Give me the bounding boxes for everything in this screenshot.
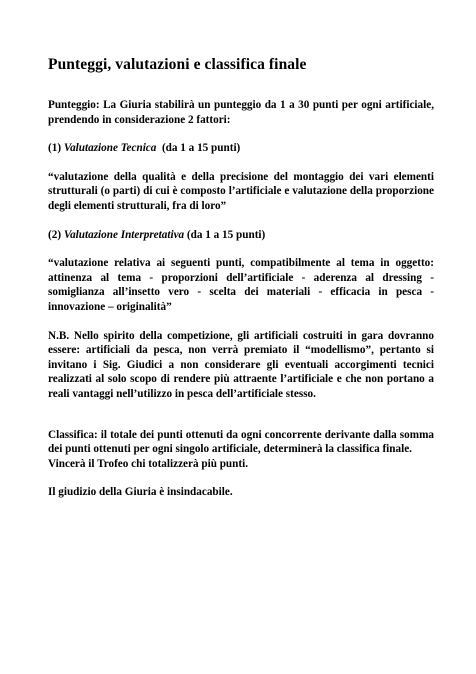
criterio-2-range: (da 1 a 15 punti) [186, 228, 266, 241]
criterio-1-range: (da 1 a 15 punti) [161, 142, 241, 155]
nota-paragraph: N.B. Nello spirito della competizione, gli artificiali costruiti in gara dovranno essere: artificiali da pesca, non verrà premiato il “modellismo”, pertanto si invitano i Sig. Giudici a non considerare gli eventuali accorgimenti tecnici realizzati al solo scopo di rendere più attraente l’artificiale e che non portano a reali vantaggi nell’utilizzo in pesca dell’artificiale stesso. [48, 329, 434, 400]
spacer [48, 402, 434, 428]
spacer [48, 127, 434, 141]
criterio-1-heading [48, 141, 434, 156]
spacer [48, 214, 434, 228]
criterio-1-name: Valutazione Tecnica [63, 142, 157, 155]
document-page [48, 56, 434, 500]
spacer [48, 156, 434, 170]
criterio-1-number: (1) [48, 142, 62, 155]
spacer [48, 471, 434, 485]
punteggio-paragraph: Punteggio: La Giuria stabilirà un punteggio da 1 a 30 punti per ogni artificiale, prendendo in considerazione 2 fattori: [48, 99, 434, 126]
spacer [48, 315, 434, 329]
criterio-2-name: Valutazione Interpretativa [63, 228, 185, 241]
classifica-paragraph: Classifica: il totale dei punti ottenuti da ogni concorrente derivante dalla somma dei punti ottenuti per ogni singolo artificiale, determinerà la classifica finale. [48, 428, 434, 456]
trofeo-line: Vincerà il Trofeo chi totalizzerà più punti. [48, 457, 249, 470]
criterio-2-description: “valutazione relativa ai seguenti punti, compatibilmente al tema in oggetto: attinenza al tema - proporzioni dell’artificiale - aderenza al dressing - somiglianza all’insetto vero - scelta dei materiali - efficacia in pesca - innovazione – originalità” [48, 257, 434, 313]
criterio-2-number: (2) [48, 228, 62, 241]
criterio-1-description: “valutazione della qualità e della precisione del montaggio dei vari elementi strutturali (o parti) di cui è composto l’artificiale e valutazione della proporzione degli elementi strutturali, fra di loro” [48, 170, 434, 212]
giudizio-line: Il giudizio della Giuria è insindacabile. [48, 486, 233, 499]
page-title: Punteggi, valutazioni e classifica finale [48, 56, 307, 73]
spacer [48, 242, 434, 256]
criterio-2-heading [48, 228, 434, 243]
